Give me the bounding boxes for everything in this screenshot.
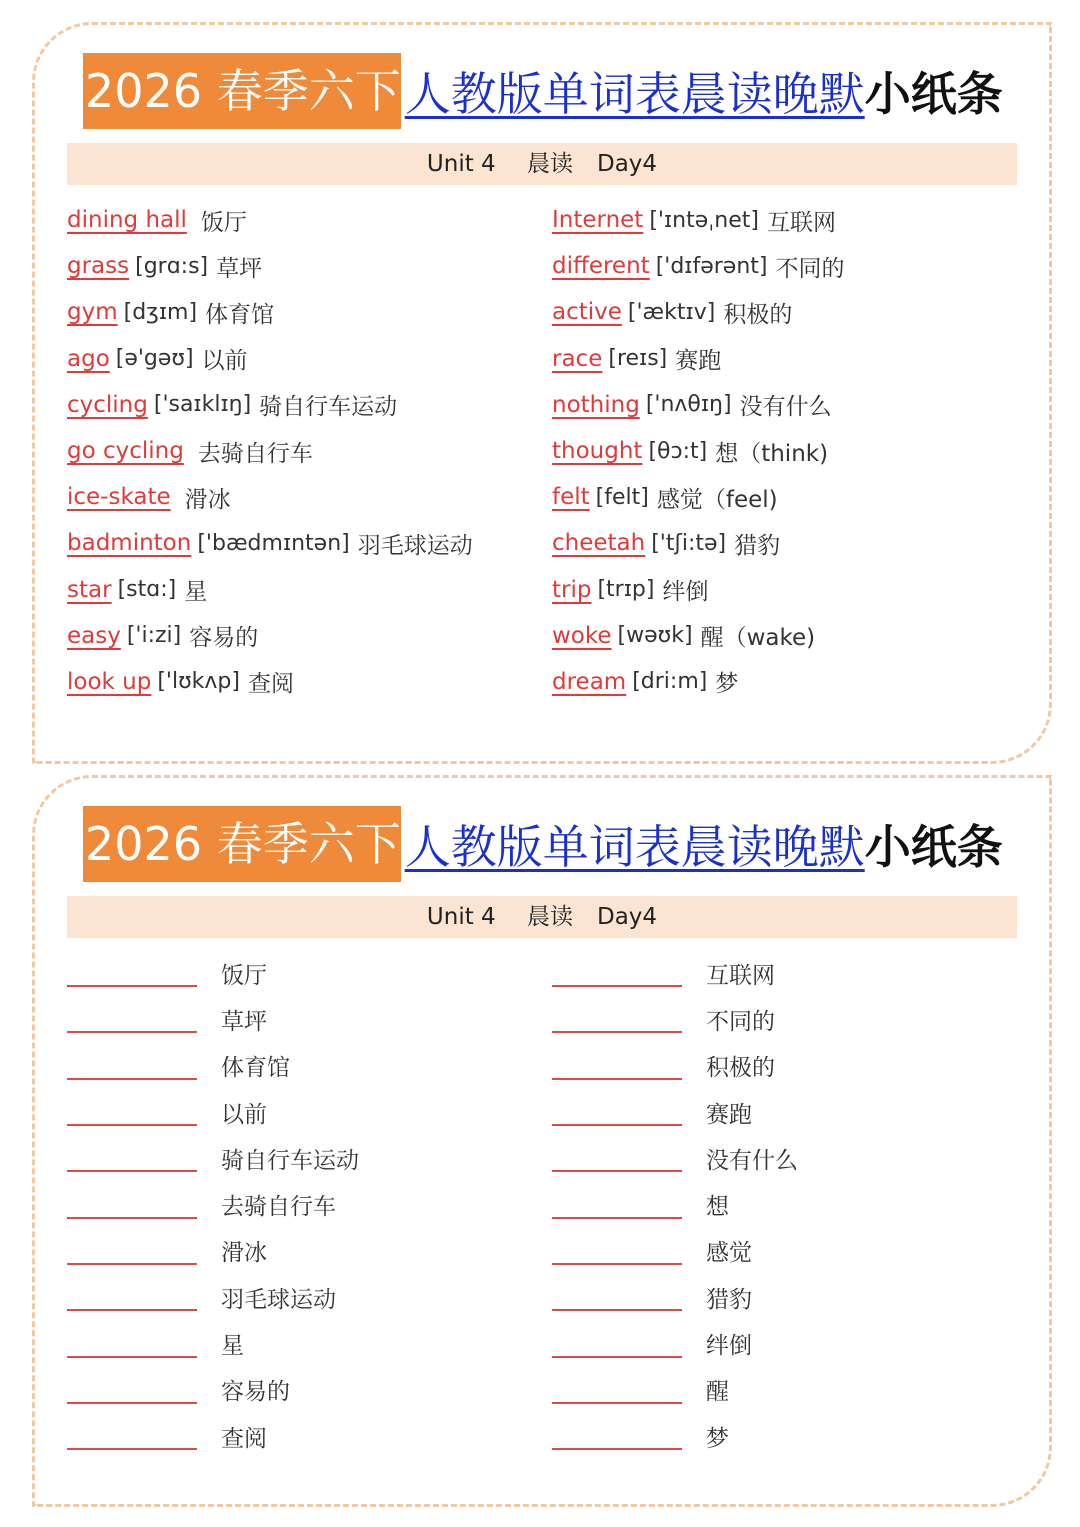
word-row — [67, 520, 473, 566]
quiz-row — [552, 1274, 798, 1320]
chinese-meaning: 容易的 — [189, 625, 259, 652]
quiz-row — [552, 996, 798, 1042]
title-blue: 人教版单词表晨读晚默 — [404, 820, 865, 874]
answer-blank — [552, 1052, 682, 1080]
english-word: look up — [67, 668, 152, 695]
english-word: active — [552, 299, 622, 326]
english-word: ago — [67, 345, 110, 372]
unit-bar — [67, 143, 1017, 185]
answer-blank — [67, 1376, 197, 1404]
title-orange: 2026 春季六下 — [83, 53, 401, 129]
word-row — [67, 197, 473, 243]
mode-label: 晨读 — [527, 151, 573, 177]
english-word: race — [552, 345, 603, 372]
english-word: cheetah — [552, 530, 646, 557]
chinese-meaning: 赛跑 — [675, 348, 722, 375]
chinese-meaning: 以前 — [221, 1101, 267, 1128]
quiz-list-right — [552, 950, 798, 1459]
chinese-meaning: 感觉 — [706, 1240, 752, 1267]
word-row — [552, 520, 844, 566]
chinese-meaning: 没有什么 — [706, 1147, 798, 1174]
chinese-meaning: 醒（wake) — [700, 625, 816, 652]
quiz-row — [67, 1228, 359, 1274]
phonetic: [ə'gəʊ] — [115, 346, 194, 372]
chinese-meaning: 容易的 — [221, 1379, 290, 1406]
quiz-row — [552, 1320, 798, 1366]
answer-blank — [552, 1237, 682, 1265]
word-row — [552, 382, 844, 428]
word-row — [67, 474, 473, 520]
quiz-row — [552, 1228, 798, 1274]
quiz-row — [67, 1181, 359, 1227]
chinese-meaning: 滑冰 — [184, 486, 231, 513]
quiz-row — [67, 1367, 359, 1413]
answer-blank — [552, 1283, 682, 1311]
chinese-meaning: 骑自行车运动 — [221, 1147, 359, 1174]
english-word: badminton — [67, 530, 192, 557]
english-word: dream — [552, 668, 627, 695]
chinese-meaning: 梦 — [706, 1425, 729, 1452]
quiz-list-left — [67, 950, 359, 1459]
english-word: grass — [67, 253, 130, 280]
answer-blank — [552, 959, 682, 987]
quiz-row — [67, 950, 359, 996]
answer-blank — [67, 1144, 197, 1172]
phonetic: ['ɪntəˌnet] — [649, 207, 759, 233]
english-word: easy — [67, 622, 121, 649]
word-row — [552, 289, 844, 335]
word-row — [552, 659, 844, 705]
phonetic: ['æktɪv] — [627, 299, 716, 325]
chinese-meaning: 饭厅 — [200, 209, 247, 236]
phonetic: ['nʌθɪŋ] — [645, 392, 732, 418]
chinese-meaning: 没有什么 — [739, 394, 832, 421]
word-list-left — [67, 197, 473, 705]
english-word: cycling — [67, 391, 148, 418]
phonetic: ['bædmɪntən] — [197, 530, 350, 556]
english-word: Internet — [552, 207, 644, 234]
word-row — [67, 289, 473, 335]
answer-blank — [67, 1237, 197, 1265]
chinese-meaning: 梦 — [715, 671, 739, 698]
english-word: thought — [552, 438, 643, 465]
chinese-meaning: 查阅 — [247, 671, 294, 698]
word-row — [552, 474, 844, 520]
phonetic: [grɑ:s] — [135, 253, 209, 279]
quiz-row — [552, 1043, 798, 1089]
phonetic: ['tʃi:tə] — [651, 530, 727, 556]
chinese-meaning: 互联网 — [766, 209, 836, 236]
answer-blank — [552, 1098, 682, 1126]
word-row — [552, 243, 844, 289]
phonetic: [dri:m] — [632, 669, 708, 695]
english-word: woke — [552, 622, 612, 649]
word-row — [552, 197, 844, 243]
unit-label: Unit 4 — [426, 151, 496, 177]
answer-blank — [67, 1005, 197, 1033]
quiz-row — [67, 1274, 359, 1320]
chinese-meaning: 星 — [221, 1333, 244, 1360]
answer-blank — [67, 1052, 197, 1080]
answer-blank — [552, 1376, 682, 1404]
mode-label: 晨读 — [527, 904, 573, 930]
english-word: dining hall — [67, 207, 187, 234]
phonetic: [stɑ:] — [117, 577, 177, 603]
chinese-meaning: 体育馆 — [221, 1055, 290, 1082]
chinese-meaning: 不同的 — [775, 255, 845, 282]
day-label: Day4 — [597, 904, 658, 930]
quiz-row — [552, 1089, 798, 1135]
word-row — [67, 382, 473, 428]
chinese-meaning: 星 — [184, 579, 208, 606]
chinese-meaning: 猎豹 — [706, 1286, 752, 1313]
phonetic: [wəʊk] — [617, 623, 693, 649]
english-word: star — [67, 576, 112, 603]
english-word: go cycling — [67, 438, 184, 465]
quiz-row — [67, 1043, 359, 1089]
answer-blank — [552, 1330, 682, 1358]
phonetic: [θɔ:t] — [648, 438, 708, 464]
answer-blank — [67, 1191, 197, 1219]
chinese-meaning: 羽毛球运动 — [221, 1286, 336, 1313]
phonetic: ['saɪklɪŋ] — [153, 392, 252, 418]
word-row — [67, 336, 473, 382]
chinese-meaning: 想（think) — [715, 440, 829, 467]
word-row — [552, 428, 844, 474]
phonetic: [reɪs] — [608, 346, 668, 372]
unit-label: Unit 4 — [426, 904, 496, 930]
answer-blank — [552, 1005, 682, 1033]
answer-blank — [67, 1283, 197, 1311]
answer-blank — [67, 959, 197, 987]
quiz-row — [552, 1367, 798, 1413]
word-row — [67, 613, 473, 659]
title-black: 小纸条 — [864, 820, 1003, 874]
english-word: ice-skate — [67, 484, 171, 511]
word-row — [552, 613, 844, 659]
quiz-row — [67, 1320, 359, 1366]
english-word: gym — [67, 299, 118, 326]
chinese-meaning: 查阅 — [221, 1425, 267, 1452]
phonetic: [felt] — [595, 484, 649, 510]
page-title-2 — [83, 806, 1003, 882]
word-row — [67, 659, 473, 705]
phonetic: [dʒɪm] — [123, 299, 198, 325]
quiz-row — [67, 1089, 359, 1135]
answer-blank — [67, 1098, 197, 1126]
chinese-meaning: 赛跑 — [706, 1101, 752, 1128]
quiz-row — [552, 1181, 798, 1227]
answer-blank — [67, 1422, 197, 1450]
answer-blank — [552, 1144, 682, 1172]
phonetic: [trɪp] — [597, 577, 655, 603]
word-row — [552, 336, 844, 382]
chinese-meaning: 想 — [706, 1194, 729, 1221]
title-black: 小纸条 — [864, 67, 1003, 121]
page-title — [83, 53, 1003, 129]
chinese-meaning: 羽毛球运动 — [357, 532, 473, 559]
chinese-meaning: 猎豹 — [734, 532, 781, 559]
chinese-meaning: 骑自行车运动 — [259, 394, 398, 421]
title-orange: 2026 春季六下 — [83, 806, 401, 882]
quiz-row — [552, 1135, 798, 1181]
title-blue: 人教版单词表晨读晚默 — [404, 67, 865, 121]
word-row — [67, 567, 473, 613]
chinese-meaning: 去骑自行车 — [221, 1194, 336, 1221]
chinese-meaning: 积极的 — [706, 1055, 775, 1082]
day-label: Day4 — [597, 151, 658, 177]
morning-reading-card — [32, 22, 1052, 764]
chinese-meaning: 去骑自行车 — [197, 440, 313, 467]
chinese-meaning: 互联网 — [706, 962, 775, 989]
word-list-right — [552, 197, 844, 705]
phonetic: ['lʊkʌp] — [157, 669, 240, 695]
english-word: nothing — [552, 391, 640, 418]
answer-blank — [552, 1422, 682, 1450]
chinese-meaning: 草坪 — [221, 1008, 267, 1035]
english-word: felt — [552, 484, 590, 511]
quiz-row — [67, 996, 359, 1042]
english-word: different — [552, 253, 650, 280]
chinese-meaning: 感觉（feel) — [656, 486, 778, 513]
chinese-meaning: 滑冰 — [221, 1240, 267, 1267]
quiz-row — [67, 1413, 359, 1459]
word-row — [552, 567, 844, 613]
english-word: trip — [552, 576, 592, 603]
quiz-row — [67, 1135, 359, 1181]
chinese-meaning: 饭厅 — [221, 962, 267, 989]
phonetic: ['i:zi] — [126, 623, 182, 649]
phonetic: ['dɪfərənt] — [655, 253, 768, 279]
answer-blank — [552, 1191, 682, 1219]
chinese-meaning: 醒 — [706, 1379, 729, 1406]
quiz-row — [552, 1413, 798, 1459]
chinese-meaning: 不同的 — [706, 1008, 775, 1035]
word-row — [67, 243, 473, 289]
chinese-meaning: 绊倒 — [662, 579, 709, 606]
chinese-meaning: 积极的 — [723, 301, 793, 328]
chinese-meaning: 绊倒 — [706, 1333, 752, 1360]
answer-blank — [67, 1330, 197, 1358]
chinese-meaning: 体育馆 — [205, 301, 275, 328]
quiz-row — [552, 950, 798, 996]
chinese-meaning: 以前 — [201, 348, 248, 375]
word-row — [67, 428, 473, 474]
unit-bar-2 — [67, 896, 1017, 938]
chinese-meaning: 草坪 — [216, 255, 263, 282]
evening-dictation-card — [32, 775, 1052, 1507]
